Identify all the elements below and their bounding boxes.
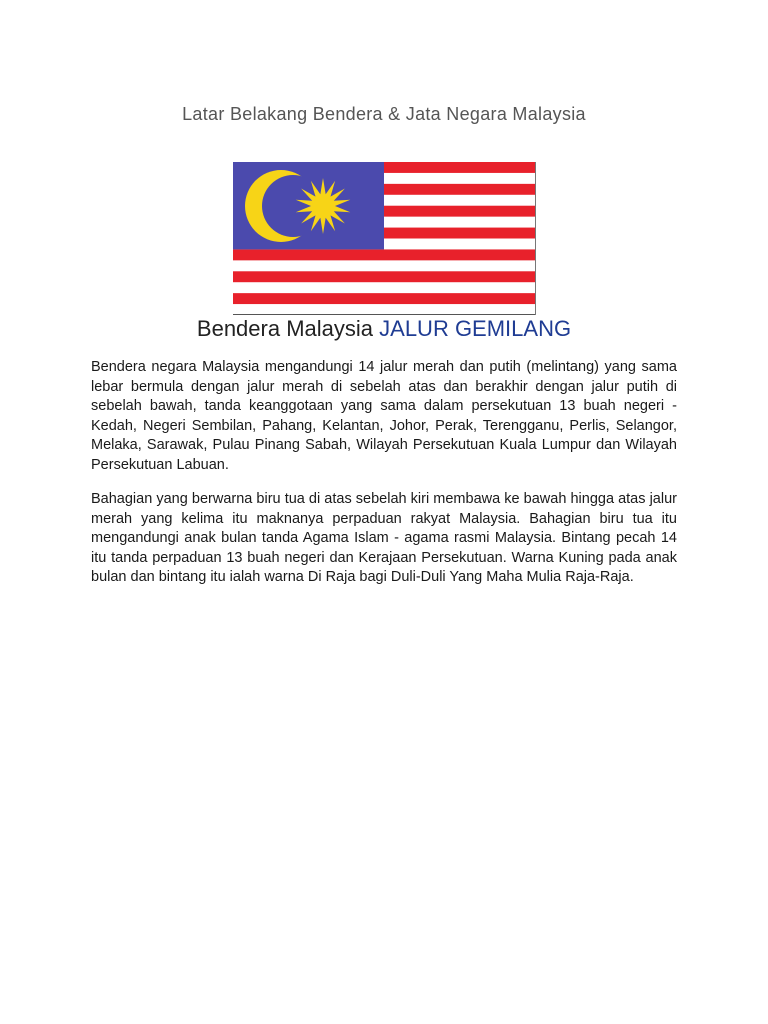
caption-accent: JALUR GEMILANG bbox=[379, 316, 572, 341]
page-title: Latar Belakang Bendera & Jata Negara Malaysia bbox=[182, 104, 586, 124]
crescent-fill bbox=[233, 162, 536, 315]
flag-caption bbox=[0, 316, 768, 342]
caption-main: Bendera Malaysia bbox=[196, 316, 374, 341]
crescent-icon bbox=[233, 162, 536, 315]
paragraph-2: Bahagian yang berwarna biru tua di atas sebelah kiri membawa ke bawah hingga atas jalur merah yang kelima itu maknanya perpaduan rakyat Malaysia. Bahagian biru tua itu mengandungi anak bulan tanda Agama Islam - agama rasmi Malaysia. Bintang pecah 14 itu tanda perpaduan 13 buah negeri dan Kerajaan Persekutuan. Warna Kuning pada anak bulan dan bintang itu ialah warna Di Raja bagi Duli-Duli Yang Maha Mulia Raja-Raja. bbox=[91, 491, 677, 585]
paragraph-1: Bendera negara Malaysia mengandungi 14 jalur merah dan putih (melintang) yang sama lebar bermula dengan jalur merah di sebelah atas dan berakhir dengan jalur putih di sebelah bawah, tanda keanggotaan yang sama dalam persekutuan 13 buah negeri - Kedah, Negeri Sembilan, Pahang, Kelantan, Johor, Perak, Terengganu, Perlis, Selangor, Melaka, Sarawak, Pulau Pinang Sabah, Wilayah Persekutuan Kuala Lumpur dan Wilayah Persekutuan Labuan. bbox=[91, 359, 677, 473]
flag-svg bbox=[233, 162, 536, 315]
malaysia-flag-image bbox=[233, 162, 536, 315]
